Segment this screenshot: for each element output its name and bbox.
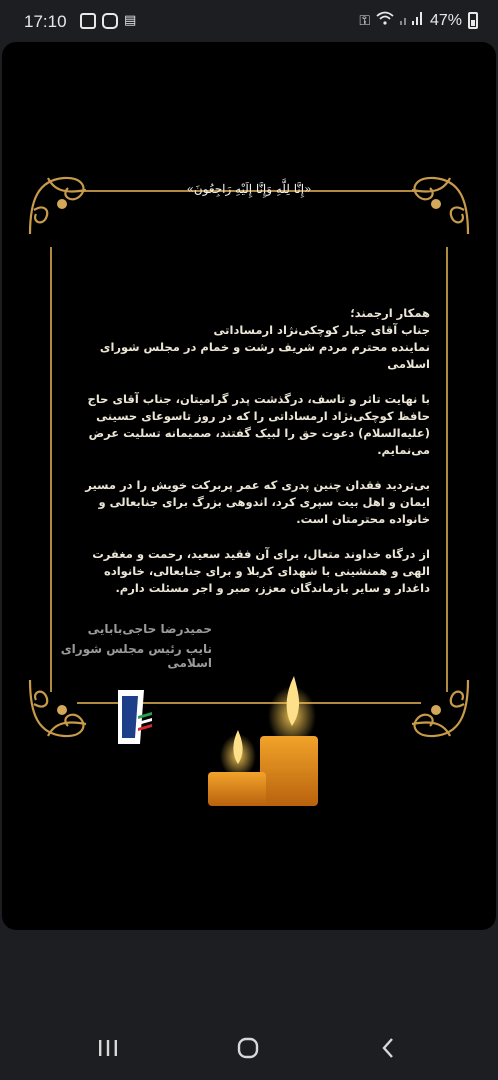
candles-image bbox=[198, 668, 328, 806]
gallery-icon bbox=[80, 13, 96, 29]
signal-icon bbox=[400, 11, 424, 30]
letter-paragraph-2: بی‌تردید فقدان چنین پدری که عمر پربرکت خویش را در مسیر ایمان و اهل بیت سپری کرد، اندوهی بزرگ برای جنابعالی و خانواده محترمتان است. bbox=[85, 478, 430, 526]
news-icon: ▤ bbox=[124, 13, 137, 28]
ornament-corner-icon bbox=[24, 170, 94, 240]
recipient-title: نماینده محترم مردم شریف رشت و خمام در مجلس شورای اسلامی bbox=[99, 340, 430, 371]
recent-apps-button[interactable] bbox=[88, 1034, 128, 1062]
quran-verse: «إِنَّا لِلَّهِ وَإِنَّا إِلَيْهِ رَاجِعُونَ» bbox=[186, 182, 312, 196]
ornament-corner-icon bbox=[404, 674, 474, 744]
letter-paragraph-1: با نهایت تاثر و تاسف، درگذشت پدر گرامیتان، جناب آقای حاج حافظ کوچکی‌نژاد ارمساداتی را که در روز تاسوعای حسینی (علیه‌السلام) دعوت حق را لبیک گفتند، صمیمانه تسلیت عرض می‌نمایم. bbox=[87, 392, 430, 457]
navigation-bar bbox=[0, 1012, 498, 1080]
recent-apps-icon bbox=[97, 1039, 119, 1057]
ornament-corner-icon bbox=[404, 170, 474, 240]
notification-icons bbox=[80, 13, 136, 29]
wifi-icon bbox=[376, 11, 394, 30]
signer-name: حمیدرضا حاجی‌بابایی bbox=[87, 622, 212, 636]
home-icon bbox=[236, 1036, 260, 1060]
key-icon: ⚿ bbox=[359, 12, 370, 28]
haji-babaei-logo bbox=[114, 686, 152, 748]
greeting: همکار ارجمند؛ bbox=[350, 306, 430, 320]
frame-border-right bbox=[446, 247, 448, 692]
condolence-poster-image[interactable] bbox=[2, 42, 496, 930]
home-button[interactable] bbox=[228, 1034, 268, 1062]
status-bar bbox=[0, 0, 498, 44]
ornament-corner-icon bbox=[24, 674, 94, 744]
battery-icon bbox=[468, 12, 478, 29]
letter-paragraph-3: از درگاه خداوند متعال، برای آن فقید سعید، رحمت و مغفرت الهی و همنشینی با شهدای کربلا و برای جنابعالی، خانواده داغدار و سایر بازماندگان معزز، صبر و اجر مسئلت دارم. bbox=[92, 547, 430, 595]
signer-title: نایب رئیس مجلس شورای اسلامی bbox=[60, 642, 212, 670]
condolence-letter bbox=[68, 305, 430, 615]
battery-percent: 47% bbox=[429, 11, 462, 29]
status-time: 17:10 bbox=[24, 12, 67, 31]
system-icons bbox=[359, 11, 478, 30]
back-icon bbox=[380, 1037, 396, 1059]
frame-border-left bbox=[50, 247, 52, 692]
recipient-name: جناب آقای جبار کوچکی‌نژاد ارمساداتی bbox=[213, 323, 430, 337]
back-button[interactable] bbox=[368, 1034, 408, 1062]
instagram-icon bbox=[102, 13, 118, 29]
